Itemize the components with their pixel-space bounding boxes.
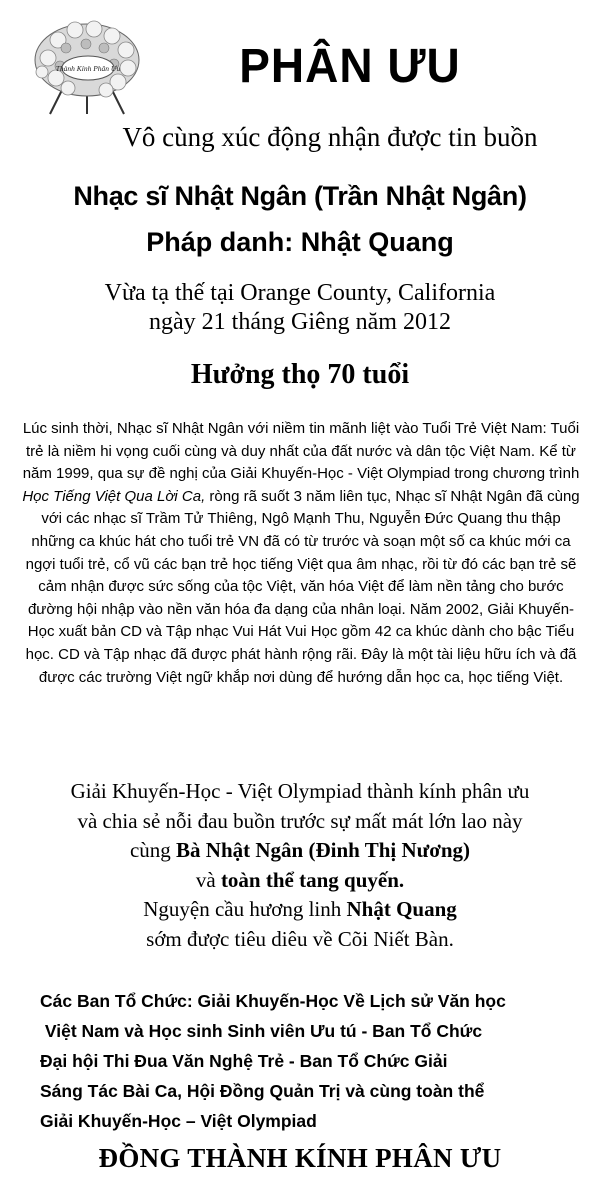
organizer-line: Đại hội Thi Đua Văn Nghệ Trẻ - Ban Tổ Chức Giải [40,1051,448,1071]
condolence-line [0,866,600,896]
condolence-text: và [195,867,221,892]
closing-line: ĐỒNG THÀNH KÍNH PHÂN ƯU [98,1143,502,1173]
death-date: ngày 21 tháng Giêng năm 2012 [149,309,451,335]
bio-program-name: Học Tiếng Việt Qua Lời Ca, [22,487,206,505]
family-label: toàn thể tang quyến. [220,867,405,892]
page-title: PHÂN ƯU [239,37,461,93]
biography [20,418,582,689]
age-line: Hưởng thọ 70 tuổi [190,359,410,390]
organizer-line: Việt Nam và Học sinh Sinh viên Ưu tú - Ban Tổ Chức [40,1021,483,1041]
bio-text-part1: Lúc sinh thời, Nhạc sĩ Nhật Ngân với niềm tin mãnh liệt vào Tuổi Trẻ Việt Nam: Tuổi trẻ là niềm hi vọng cuối cùng và duy nhất của đất nước và dân tộc Việt Nam. Kể từ năm 1999, qua sự đề nghị của Giải Khuyến-Học - Việt Olympiad trong chương trình [22,420,580,483]
organizer-line: Các Ban Tổ Chức: Giải Khuyến-Học Về Lịch sử Văn học [40,991,506,1011]
bio-text-part2: ròng rã suốt 3 năm liên tục, Nhạc sĩ Nhật Ngân đã cùng với các nhạc sĩ Trầm Tử Thiêng, Ngô Mạnh Thu, Nguyễn Đức Quang thu thập những ca khúc hát cho tuổi trẻ VN đã có từ trước và soạn một số ca khúc mới ca ngợi tuổi trẻ, cổ vũ các bạn trẻ học tiếng Việt qua âm nhạc, rồi từ đó các bạn trẻ sẽ cảm nhận được sức sống của tộc Việt, văn hóa Việt để làm nền tảng cho bước đường hội nhập vào nền văn hóa đa dạng của nhân loại. Năm 2002, Giải Khuyến-Học xuất bản CD và Tập nhạc Vui Hát Vui Học gồm 42 ca khúc dành cho bậc Tiểu học. CD và Tập nhạc đã được phát hành rộng rãi. Đây là một tài liệu hữu ích và đã được các trường Việt ngữ khắp nơi dùng để hướng dẫn học ca, học tiếng Việt. [25,487,580,686]
intro-line: Vô cùng xúc động nhận được tin buồn [122,122,538,152]
organizers-block [40,986,570,1136]
condolence-line [0,836,600,866]
dharma-name-bold: Nhật Quang [346,897,457,921]
condolence-line [0,895,600,925]
flower-wreath-icon [28,18,146,116]
widow-name: Bà Nhật Ngân (Đinh Thị Nương) [176,838,471,862]
condolence-line: và chia sẻ nỗi đau buồn trước sự mất mát lớn lao này [77,808,523,833]
death-place: Vừa tạ thế tại Orange County, California [104,280,496,306]
organizer-line: Sáng Tác Bài Ca, Hội Đồng Quản Trị và cùng toàn thể [40,1081,485,1101]
organizer-line: Giải Khuyến-Học – Việt Olympiad [40,1111,317,1131]
deceased-name: Nhạc sĩ Nhật Ngân (Trần Nhật Ngân) [73,181,527,211]
condolence-message [0,777,600,954]
condolence-text: cùng [129,838,177,862]
dharma-name: Pháp danh: Nhật Quang [146,227,454,257]
condolence-line: Giải Khuyến-Học - Việt Olympiad thành kính phân ưu [70,779,530,803]
death-info [0,279,600,337]
condolence-text: Nguyện cầu hương linh [143,897,347,921]
condolence-line: sớm được tiêu diêu về Cõi Niết Bàn. [146,926,454,951]
wreath-ribbon-text: Thành Kính Phân Ưu [55,64,121,73]
